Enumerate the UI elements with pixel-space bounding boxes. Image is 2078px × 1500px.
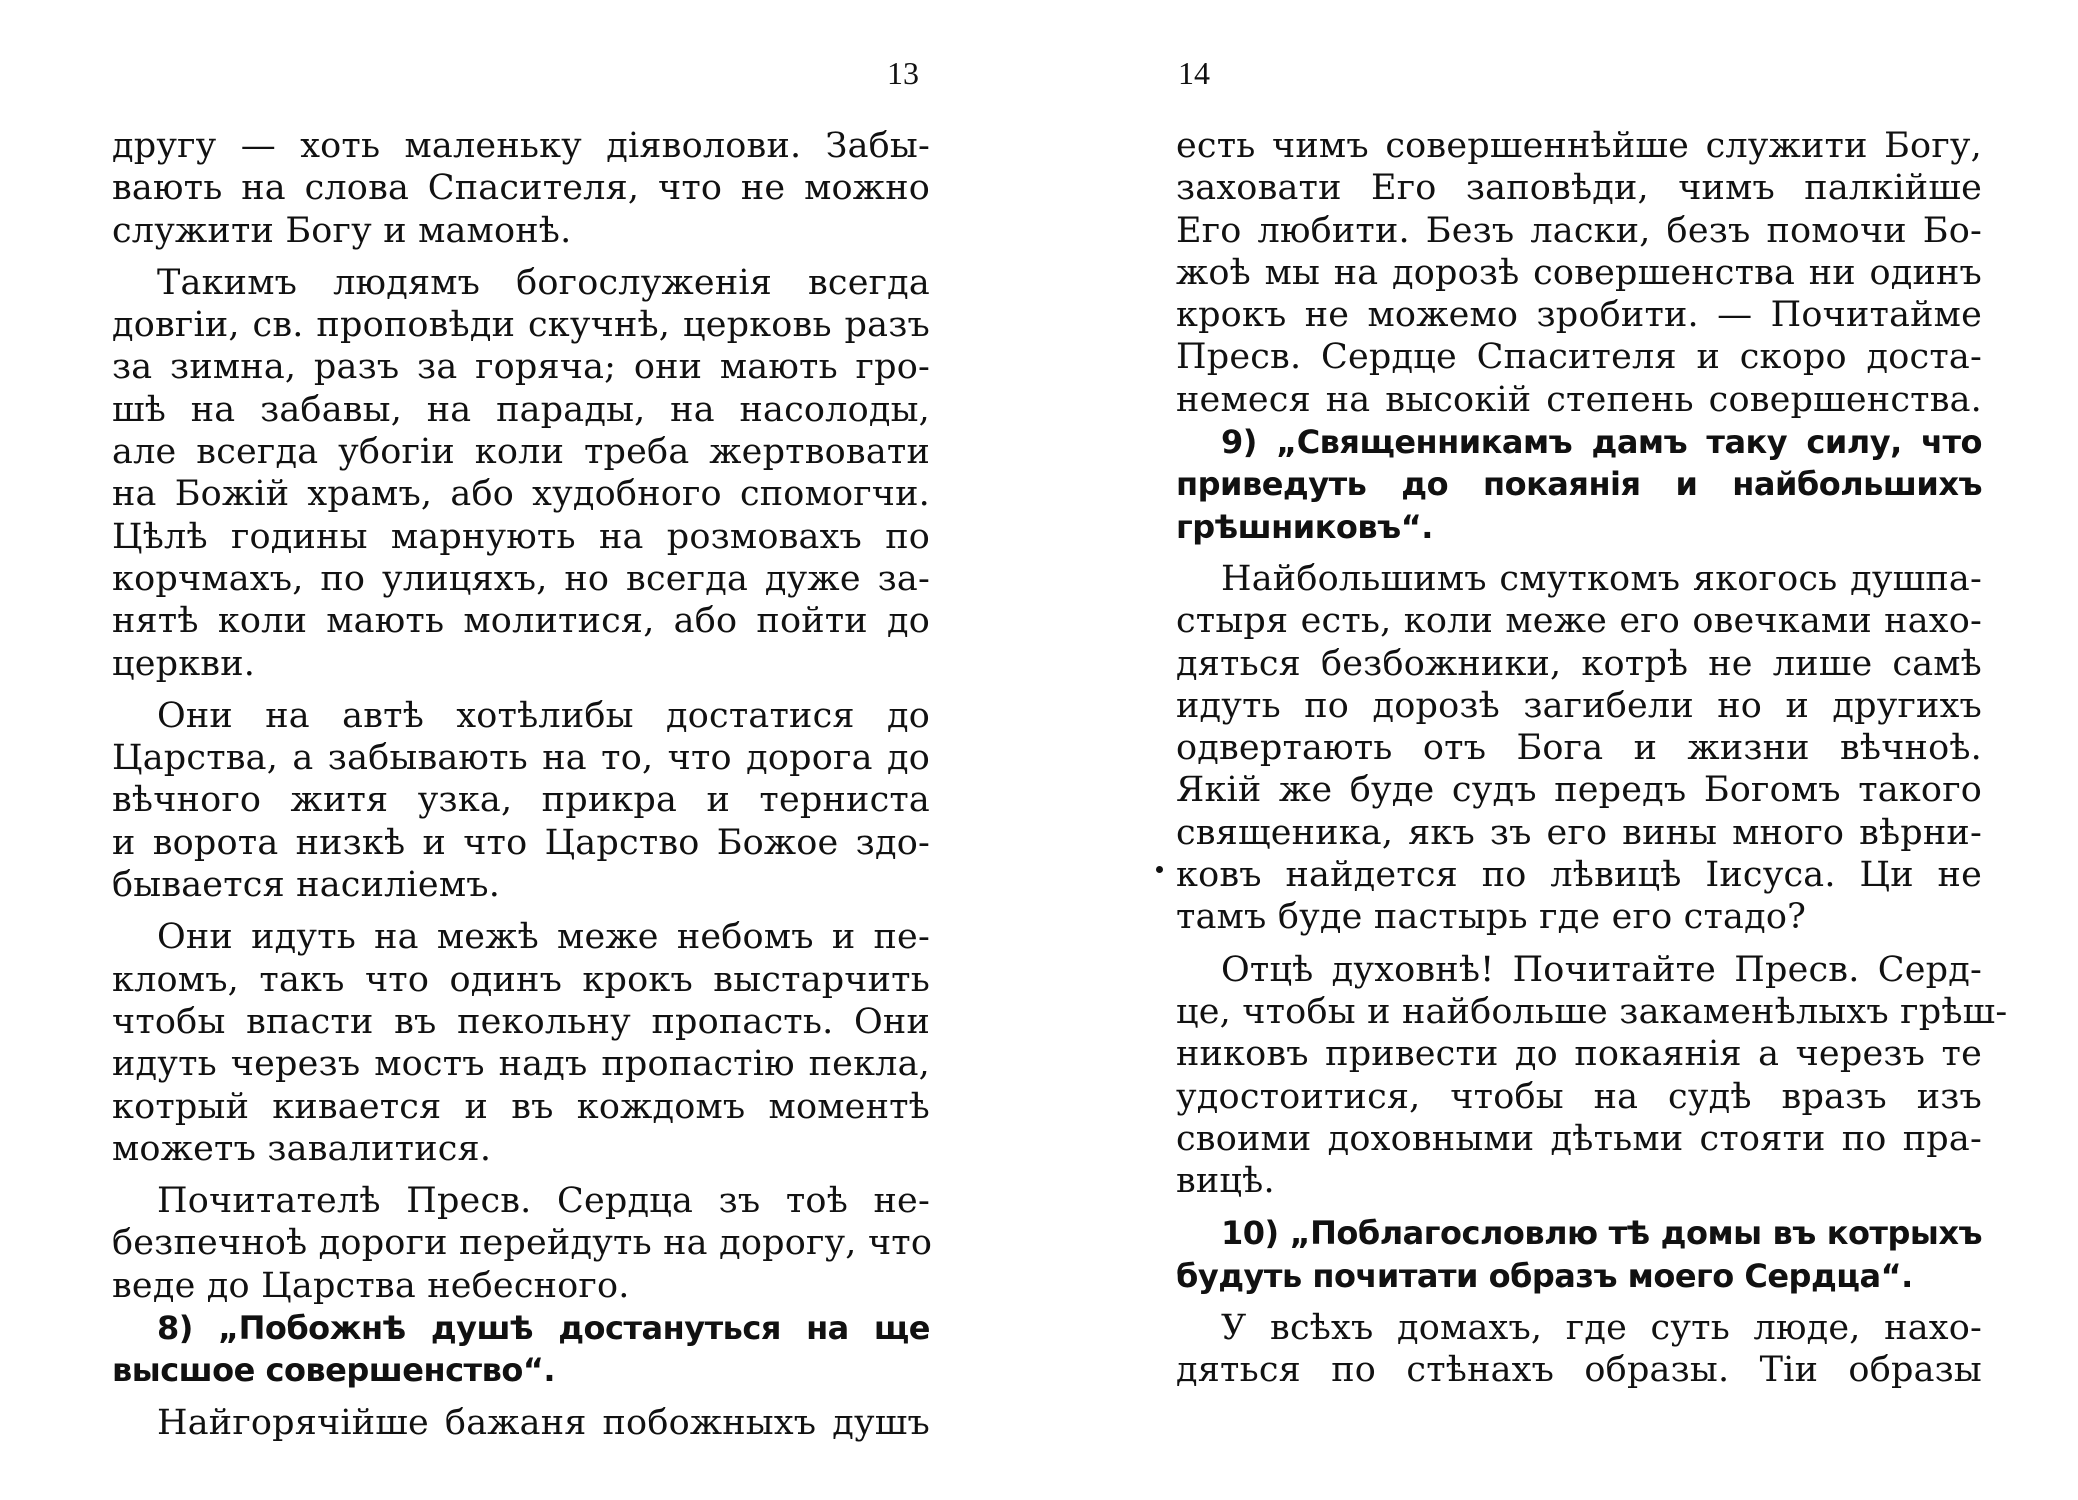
text-line: священика, якъ зъ его вины много вѣрни- (1176, 812, 1982, 853)
text-line: нятѣ коли мають молитися, або пойти до (112, 601, 930, 642)
text-line: Найбольшимъ смуткомъ якогось душпа- (1221, 558, 1982, 599)
text-line: безпечноѣ дороги перейдуть на дорогу, что (112, 1223, 933, 1264)
text-line: тамъ буде пастырь где его стадо? (1176, 897, 1807, 938)
text-line: Найгорячійше бажаня побожныхъ душъ (157, 1402, 930, 1443)
heading-line: будуть почитати образъ моего Сердца“. (1176, 1256, 1913, 1295)
text-line: шѣ на забавы, на парады, на насолоды, (112, 389, 930, 430)
text-line: це, чтобы и найбольше закаменѣлыхъ грѣш- (1176, 991, 2008, 1032)
text-line: довгіи, св. проповѣди скучнѣ, церковь разъ (112, 305, 930, 346)
heading-line: 9) „Священникамъ дамъ таку силу, что (1221, 423, 1982, 462)
ink-speck (1156, 866, 1163, 873)
text-line: вѣчного житя узка, прикра и терниста (112, 780, 930, 821)
text-line: идуть по дорозѣ загибели но и другихъ (1176, 685, 1982, 726)
text-line: на Божій храмъ, або худобного спомогчи. (112, 474, 930, 515)
text-line: вицѣ. (1176, 1161, 1275, 1202)
text-line: вають на слова Спасителя, что не можно (112, 168, 930, 209)
text-line: есть чимъ совершеннѣйше служити Богу, (1176, 126, 1982, 166)
text-line: Пресв. Сердце Спасителя и скоро доста- (1176, 337, 1982, 378)
heading-line: 8) „Побожнѣ душѣ достануться на ще (157, 1309, 930, 1348)
text-line: Царства, а забывають на то, что дорога до (112, 738, 930, 779)
heading-line: высшое совершенство“. (112, 1351, 556, 1390)
text-line: дяться безбожники, котрѣ не лише самѣ (1176, 643, 1982, 684)
text-line: другу — хоть маленьку діяволови. Забы- (112, 126, 930, 166)
text-line: за зимна, разъ за горяча; они мають гро- (112, 347, 930, 388)
text-line: жоѣ мы на дорозѣ совершенства ни одинъ (1176, 252, 1982, 293)
text-line: ковъ найдется по лѣвицѣ Іисуса. Ци не (1176, 855, 1982, 896)
text-line: одвертають отъ Бога и жизни вѣчноѣ. (1176, 728, 1982, 769)
text-line: идуть черезъ мостъ надъ пропастію пекла, (112, 1044, 930, 1085)
page-number: 13 (887, 55, 919, 91)
text-line: удостоитися, чтобы на судѣ вразъ изъ (1176, 1076, 1982, 1117)
text-line: крокъ не можемо зробити. — Почитайме (1176, 295, 1982, 336)
text-line: служити Богу и мамонѣ. (112, 210, 572, 251)
text-line: корчмахъ, по улицяхъ, но всегда дуже за- (112, 558, 930, 599)
text-line: Цѣлѣ годины марнують на розмовахъ по (112, 516, 930, 557)
text-line: веде до Царства небесного. (112, 1265, 630, 1306)
text-line: котрый кивается и въ кождомъ моментѣ (112, 1086, 930, 1127)
heading-line: 10) „Поблагословлю тѣ домы въ котрыхъ (1221, 1214, 1982, 1253)
text-line: церкви. (112, 643, 256, 684)
text-line: Якій же буде судъ передъ Богомъ такого (1176, 770, 1982, 811)
text-line: и ворота низкѣ и что Царство Божое здо- (112, 822, 930, 863)
page-number: 14 (1178, 55, 1210, 91)
text-line: чтобы впасти въ пекольну пропасть. Они (112, 1001, 930, 1042)
text-line: заховати Его заповѣди, чимъ палкійше (1176, 168, 1982, 209)
text-line: Его любити. Безъ ласки, безъ помочи Бо- (1176, 210, 1982, 251)
text-line: кломъ, такъ что одинъ крокъ выстарчить (112, 959, 930, 1000)
text-line: никовъ привести до покаянія а черезъ те (1176, 1034, 1982, 1075)
text-line: У всѣхъ домахъ, где суть люде, нахо- (1221, 1308, 1982, 1349)
text-line: Они идуть на межѣ меже небомъ и пе- (157, 917, 930, 958)
heading-line: грѣшниковъ“. (1176, 507, 1433, 546)
text-line: Отцѣ духовнѣ! Почитайте Пресв. Серд- (1221, 949, 1982, 990)
page-body (1176, 125, 2008, 1392)
heading-line: приведуть до покаянія и найбольшихъ (1176, 465, 1982, 504)
page-body (112, 125, 933, 1444)
text-line: Почитателѣ Пресв. Сердца зъ тоѣ не- (157, 1181, 930, 1222)
text-line: стыря есть, коли меже его овечками нахо- (1176, 601, 1982, 642)
text-line: Такимъ людямъ богослуженія всегда (157, 262, 930, 303)
text-line: бывается насиліемъ. (112, 865, 501, 906)
text-line: своими доховными дѣтьми стояти по пра- (1176, 1118, 1982, 1159)
text-line: немеся на высокій степень совершенства. (1176, 379, 1982, 420)
text-line: але всегда убогіи коли треба жертвовати (112, 432, 930, 473)
text-line: можетъ завалитися. (112, 1128, 492, 1169)
text-line: Они на автѣ хотѣлибы достатися до (157, 695, 930, 736)
text-line: дяться по стѣнахъ образы. Тіи образы (1176, 1350, 1982, 1391)
